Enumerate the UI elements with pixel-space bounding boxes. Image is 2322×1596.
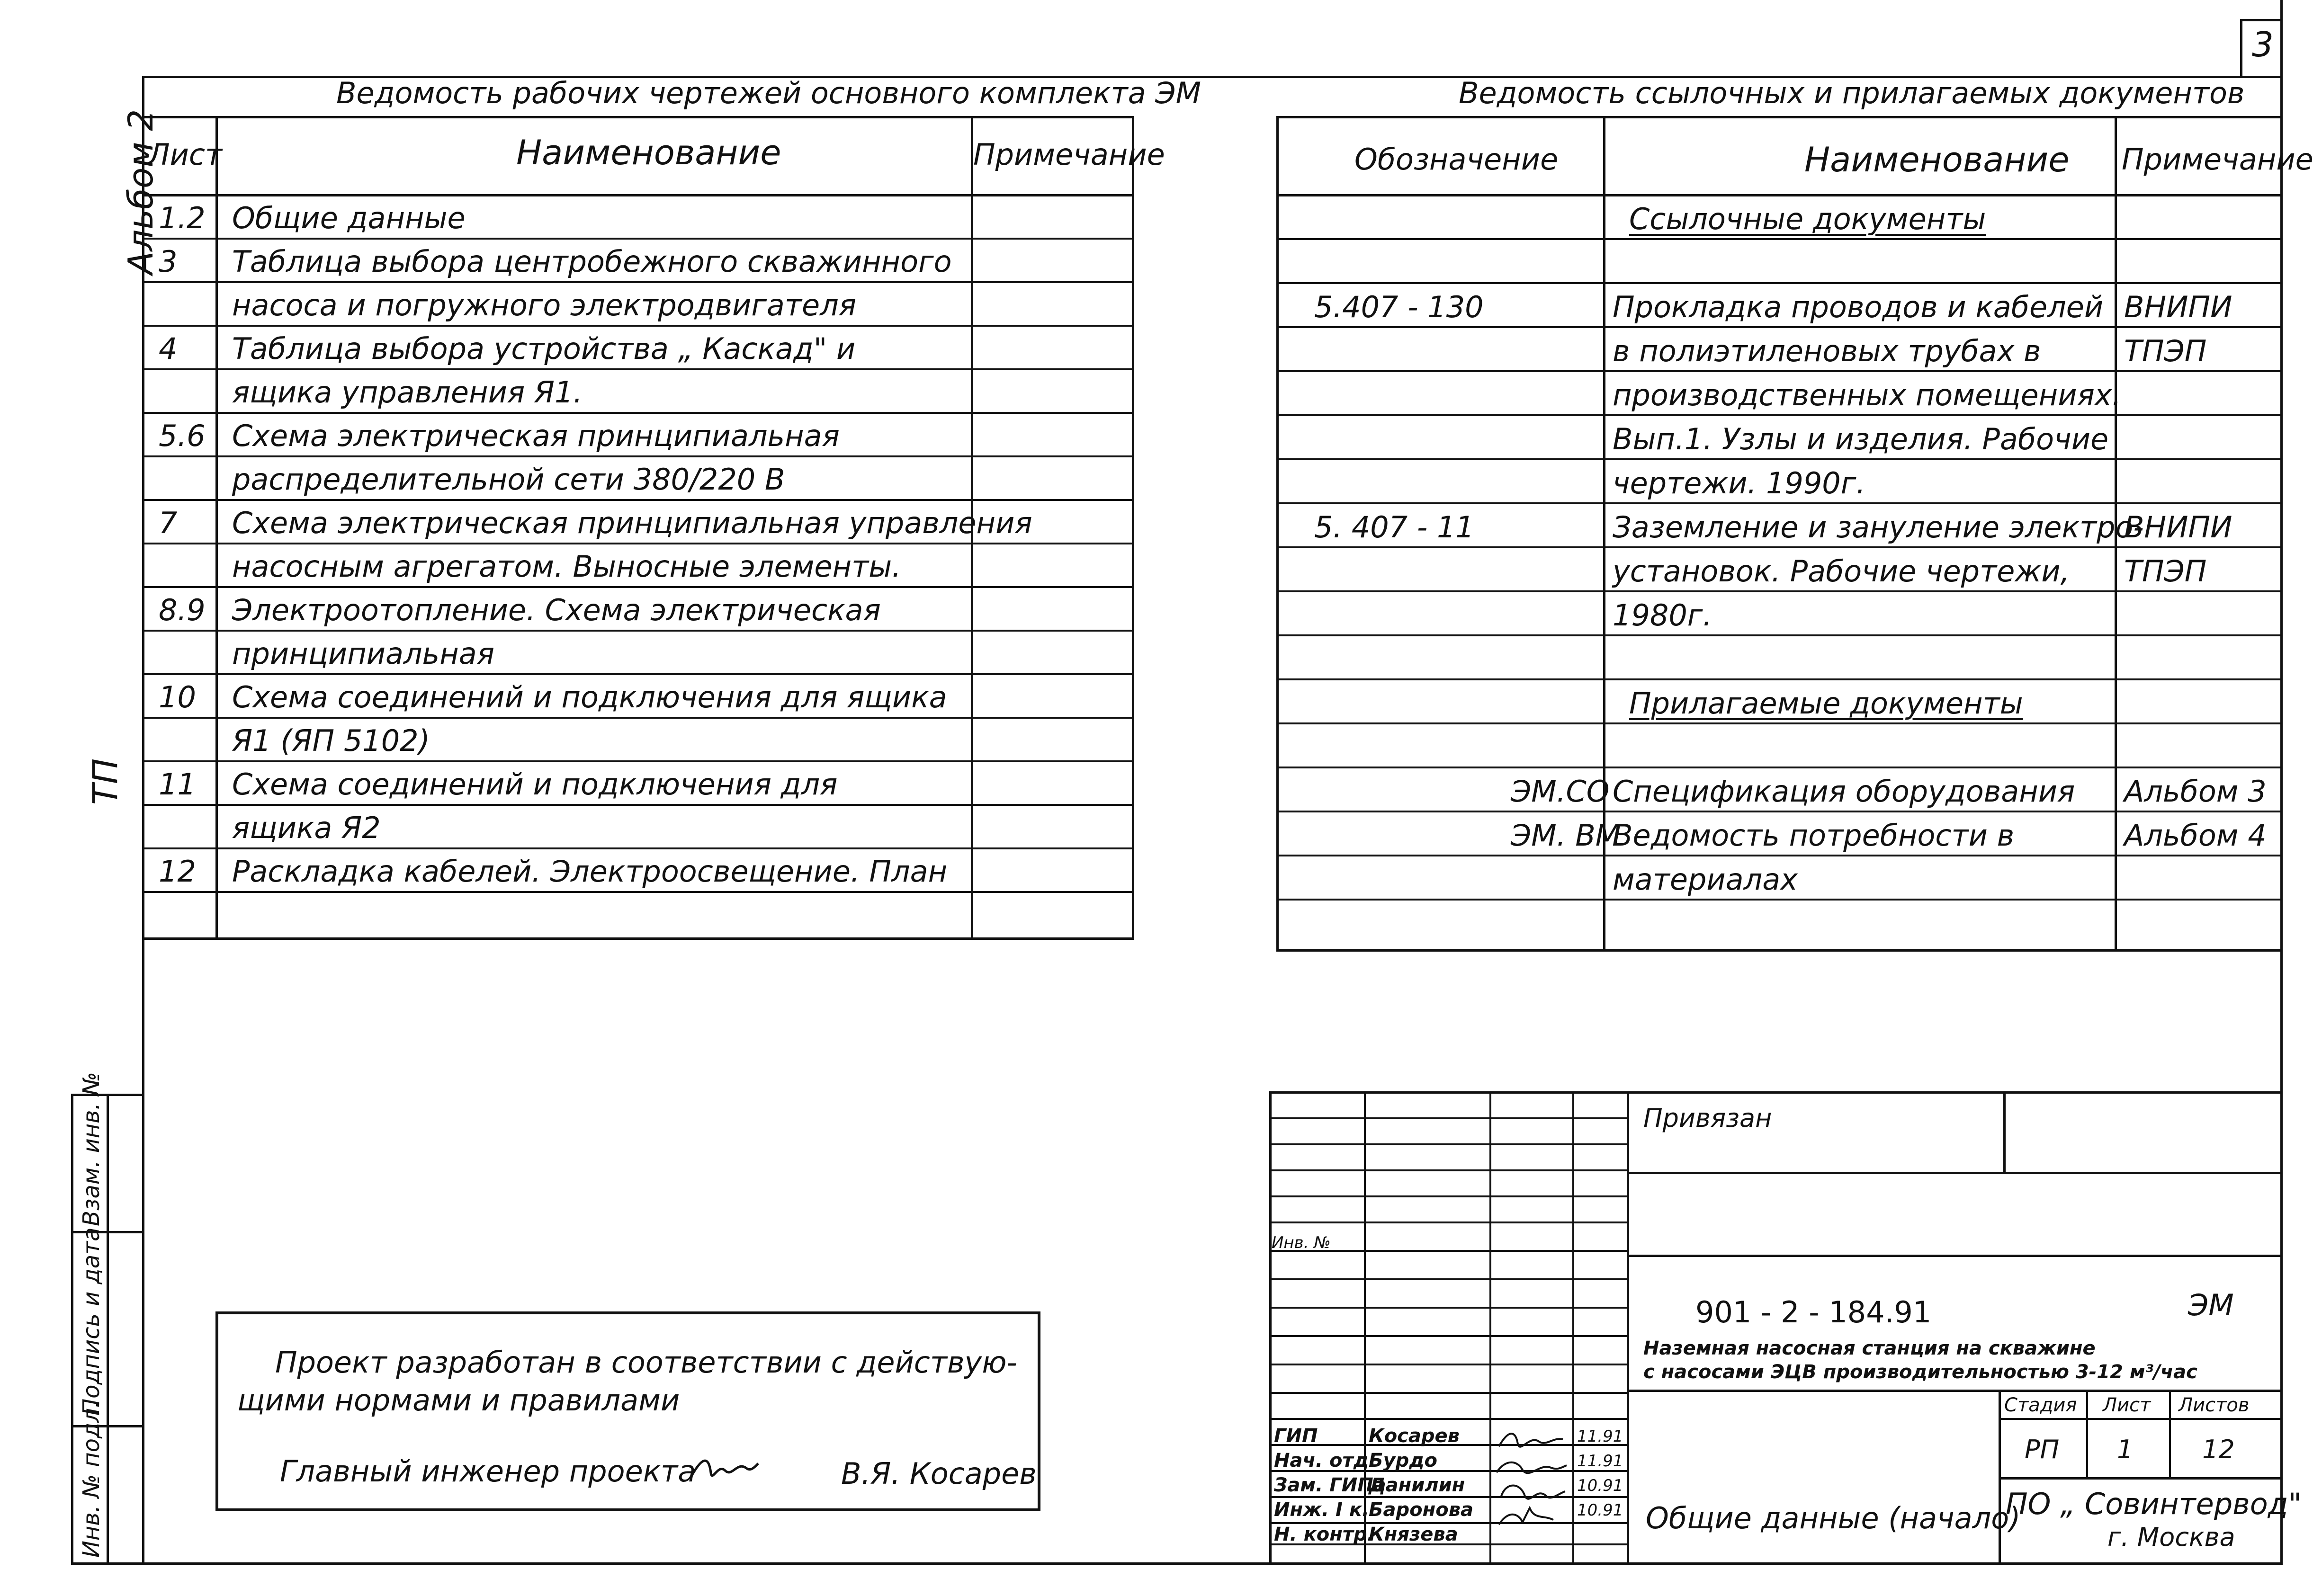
lt-row-line	[142, 891, 1134, 893]
staff-date: 10.91	[1577, 1501, 1623, 1520]
lt-row-name: Схема электрическая принципиальная управления	[232, 506, 1032, 540]
tb-h-project	[1627, 1390, 2283, 1392]
tb-code: 901 - 2 - 184.91	[1695, 1295, 1932, 1329]
note-chief-name: В.Я. Косарев	[841, 1456, 1037, 1491]
lt-row-name: Таблица выбора центробежного скважинного	[232, 244, 952, 279]
rt-header-designation: Обозначение	[1354, 142, 1559, 177]
rt-row-note: ТПЭП	[2124, 554, 2207, 588]
tb-grid-line	[1269, 1418, 1627, 1420]
lt-row-name: Таблица выбора устройства „ Каскад" и	[232, 331, 856, 366]
rt-row-name: 1980г.	[1613, 598, 1712, 633]
lt-row-line	[142, 543, 1134, 544]
tb-sheets: 12	[2202, 1435, 2235, 1464]
tb-inv-no: Инв. №	[1272, 1233, 1331, 1252]
rt-row-name: Вып.1. Узлы и изделия. Рабочие	[1613, 422, 2109, 456]
lt-row-sheet: 1.2	[159, 201, 206, 235]
lt-row-name: Схема электрическая принципиальная	[232, 419, 840, 453]
tb-grid-line	[1269, 1364, 1627, 1365]
lt-col-sep1	[215, 116, 218, 940]
page-number-box-top	[2240, 19, 2283, 21]
tb-tied: Привязан	[1643, 1103, 1772, 1133]
rt-row-note: Альбом 4	[2124, 818, 2267, 853]
frame-bottom	[71, 1562, 2283, 1565]
lt-row-name: Электроотопление. Схема электрическая	[232, 593, 881, 627]
lt-row-line	[142, 499, 1134, 501]
staff-signatures	[1492, 1425, 1570, 1560]
lt-line-header	[142, 194, 1134, 196]
lt-row-sheet: 11	[159, 767, 196, 802]
rt-row-line	[1276, 282, 2283, 284]
lt-row-name: Схема соединений и подключения для	[232, 767, 838, 802]
stamp-replace-inv: Взам. инв. №	[78, 1072, 105, 1226]
tb-h-stage-head	[1999, 1418, 2283, 1420]
tb-doc-title: Общие данные (начало)	[1646, 1501, 2021, 1535]
lt-row-sheet: 7	[159, 506, 178, 540]
rt-row-name: установок. Рабочие чертежи,	[1613, 554, 2070, 588]
lt-header-note: Примечание	[973, 137, 1165, 172]
rt-row-line	[1276, 546, 2283, 548]
tb-stage: РП	[2025, 1435, 2060, 1464]
rt-row-name: производственных помещениях.	[1613, 378, 2122, 412]
lt-row-name: Схема соединений и подключения для ящика	[232, 680, 947, 714]
rt-row-line	[1276, 370, 2283, 372]
lt-row-line	[142, 673, 1134, 675]
rt-row-name: Спецификация оборудования	[1613, 774, 2075, 809]
staff-date: 11.91	[1577, 1452, 1623, 1471]
lt-row-name: насосным агрегатом. Выносные элементы.	[232, 549, 901, 584]
tb-tied-sep	[2003, 1091, 2006, 1172]
tb-grid-line	[1269, 1278, 1627, 1280]
lt-row-line	[142, 368, 1134, 370]
rt-row-line	[1276, 502, 2283, 504]
lt-row-line	[142, 804, 1134, 806]
rt-row-line	[1276, 678, 2283, 680]
tb-grid-line	[1269, 1496, 1627, 1498]
rt-line-top	[1276, 116, 2283, 118]
lt-row-sheet: 4	[159, 331, 178, 366]
rt-row-name: Заземление и зануление электро-	[1613, 510, 2144, 544]
chief-signature	[690, 1449, 761, 1487]
rt-row-line	[1276, 238, 2283, 240]
stamp-inv-orig: Инв. № подл.	[78, 1400, 105, 1558]
lt-row-line	[142, 281, 1134, 283]
staff-role: ГИП	[1274, 1425, 1318, 1447]
lt-row-name: Я1 (ЯП 5102)	[232, 723, 430, 758]
tb-mark: ЭМ	[2188, 1288, 2234, 1322]
tb-project-line2: с насосами ЭЦВ производительностью 3-12 м³/час	[1643, 1361, 2197, 1383]
staff-name: Бурдо	[1369, 1450, 1437, 1471]
album-side-label: Альбом 2	[121, 109, 161, 275]
staff-name: Косарев	[1369, 1425, 1460, 1447]
rt-row-line	[1276, 634, 2283, 636]
lt-header-sheet: Лист	[148, 137, 223, 172]
lt-row-sheet: 12	[159, 854, 196, 889]
tb-grid-line	[1269, 1169, 1627, 1171]
lt-row-name: распределительной сети 380/220 В	[232, 462, 785, 497]
staff-date: 10.91	[1577, 1476, 1623, 1495]
page-number: 3	[2252, 25, 2274, 64]
lt-line-top	[142, 116, 1134, 118]
lt-row-line	[142, 586, 1134, 588]
rt-row-note: ВНИПИ	[2124, 290, 2232, 324]
left-table-title: Ведомость рабочих чертежей основного комплекта ЭМ	[336, 76, 1201, 110]
tb-grid-line	[1269, 1222, 1627, 1223]
tb-left	[1269, 1091, 1272, 1565]
page-number-box-left	[2240, 19, 2242, 78]
tb-sheet: 1	[2117, 1435, 2134, 1464]
lt-row-line	[142, 412, 1134, 414]
rt-row-line	[1276, 855, 2283, 856]
tb-grid-line	[1269, 1392, 1627, 1394]
tb-h-code	[1627, 1255, 2283, 1257]
staff-role: Инж. I к.	[1274, 1499, 1370, 1521]
rt-row-name: материалах	[1613, 862, 1798, 897]
tb-v-sheet	[2086, 1390, 2088, 1477]
rt-header-note: Примечание	[2122, 142, 2313, 177]
lt-row-line	[142, 760, 1134, 762]
lt-row-line	[142, 847, 1134, 849]
rt-section-heading: Прилагаемые документы	[1629, 686, 2023, 721]
lt-row-name: насоса и погружного электродвигателя	[232, 288, 857, 322]
note-chief-label: Главный инженер проекта	[280, 1454, 696, 1489]
lt-row-line	[142, 717, 1134, 719]
tb-v4	[1627, 1091, 1629, 1565]
tb-grid-line	[1269, 1335, 1627, 1337]
staff-role: Нач. отд.	[1274, 1450, 1376, 1471]
lt-header-name: Наименование	[516, 133, 781, 172]
right-table-title: Ведомость ссылочных и прилагаемых документов	[1459, 76, 2245, 110]
rt-row-line	[1276, 767, 2283, 768]
rt-row-line	[1276, 326, 2283, 328]
staff-name: Князева	[1369, 1524, 1458, 1545]
tb-grid-line	[1269, 1195, 1627, 1197]
lt-line-bottom	[142, 937, 1134, 940]
rt-row-note: ВНИПИ	[2124, 510, 2232, 544]
staff-name: Баронова	[1369, 1499, 1474, 1521]
rt-row-designation: 5.407 - 130	[1314, 290, 1484, 324]
tb-grid-line	[1269, 1117, 1627, 1119]
tb-sheet-label: Лист	[2103, 1394, 2151, 1416]
rt-row-name: в полиэтиленовых трубах в	[1613, 334, 2041, 368]
rt-row-line	[1276, 414, 2283, 416]
note-line2: щими нормами и правилами	[237, 1383, 680, 1418]
tb-v3	[1572, 1091, 1574, 1565]
rt-line-bottom	[1276, 949, 2283, 952]
lt-row-sheet: 3	[159, 244, 178, 279]
rt-row-name: Ведомость потребности в	[1613, 818, 2015, 853]
tb-v2	[1489, 1091, 1491, 1565]
tb-project-line1: Наземная насосная станция на скважине	[1643, 1337, 2096, 1359]
note-box	[215, 1311, 1040, 1511]
rt-row-note: Альбом 3	[2124, 774, 2267, 809]
rt-header-name: Наименование	[1804, 140, 2070, 179]
tb-h-tied	[1627, 1172, 2283, 1174]
rt-row-note: ТПЭП	[2124, 334, 2207, 368]
rt-row-name: Прокладка проводов и кабелей	[1613, 290, 2104, 324]
rt-row-line	[1276, 899, 2283, 901]
tb-grid-line	[1269, 1307, 1627, 1309]
lt-col-right	[1132, 116, 1134, 940]
rt-row-designation: ЭМ. ВМ	[1511, 818, 1621, 853]
frame-right	[2280, 0, 2283, 1565]
lt-row-line	[142, 325, 1134, 327]
rt-row-line	[1276, 811, 2283, 812]
staff-role: Н. контр.	[1274, 1524, 1374, 1545]
lt-row-name: Общие данные	[232, 201, 466, 235]
tb-org-line1: ПО „ Совинтервод"	[2006, 1487, 2302, 1521]
stamp-sign-date: Подпись и дата	[78, 1227, 105, 1416]
tp-side-label: ТП	[85, 758, 125, 805]
rt-col-left	[1276, 116, 1279, 952]
staff-name: Данилин	[1369, 1474, 1465, 1496]
tb-top	[1269, 1091, 2283, 1094]
rt-row-designation: ЭМ.СО	[1511, 774, 1610, 809]
rt-row-name: чертежи. 1990г.	[1613, 466, 1866, 500]
frame-left	[142, 76, 144, 1565]
tb-grid-line	[1269, 1143, 1627, 1145]
staff-date: 11.91	[1577, 1427, 1623, 1446]
lt-row-line	[142, 455, 1134, 457]
rt-line-header	[1276, 194, 2283, 196]
ls-mid	[107, 1094, 109, 1562]
rt-section-heading: Ссылочные документы	[1629, 202, 1986, 236]
rt-row-line	[1276, 722, 2283, 724]
lt-row-name: Раскладка кабелей. Электроосвещение. План	[232, 854, 948, 889]
lt-row-sheet: 8.9	[159, 593, 206, 627]
lt-row-name: ящика управления Я1.	[232, 375, 583, 410]
rt-row-designation: 5. 407 - 11	[1314, 510, 1474, 544]
lt-row-name: принципиальная	[232, 636, 495, 671]
rt-row-line	[1276, 458, 2283, 460]
ls-left	[71, 1094, 73, 1562]
staff-role: Зам. ГИПа	[1274, 1474, 1386, 1496]
rt-row-line	[1276, 590, 2283, 592]
tb-stage-label: Стадия	[2004, 1394, 2077, 1416]
lt-row-name: ящика Я2	[232, 811, 381, 845]
tb-sheets-label: Листов	[2179, 1394, 2250, 1416]
tb-v-sheets	[2169, 1390, 2171, 1477]
note-line1: Проект разработан в соответствии с действую-	[275, 1345, 1017, 1380]
lt-row-line	[142, 238, 1134, 240]
tb-org-line2: г. Москва	[2107, 1522, 2235, 1552]
lt-row-line	[142, 630, 1134, 632]
lt-row-sheet: 10	[159, 680, 196, 714]
tb-h-org	[1999, 1477, 2283, 1480]
lt-row-sheet: 5.6	[159, 419, 206, 453]
